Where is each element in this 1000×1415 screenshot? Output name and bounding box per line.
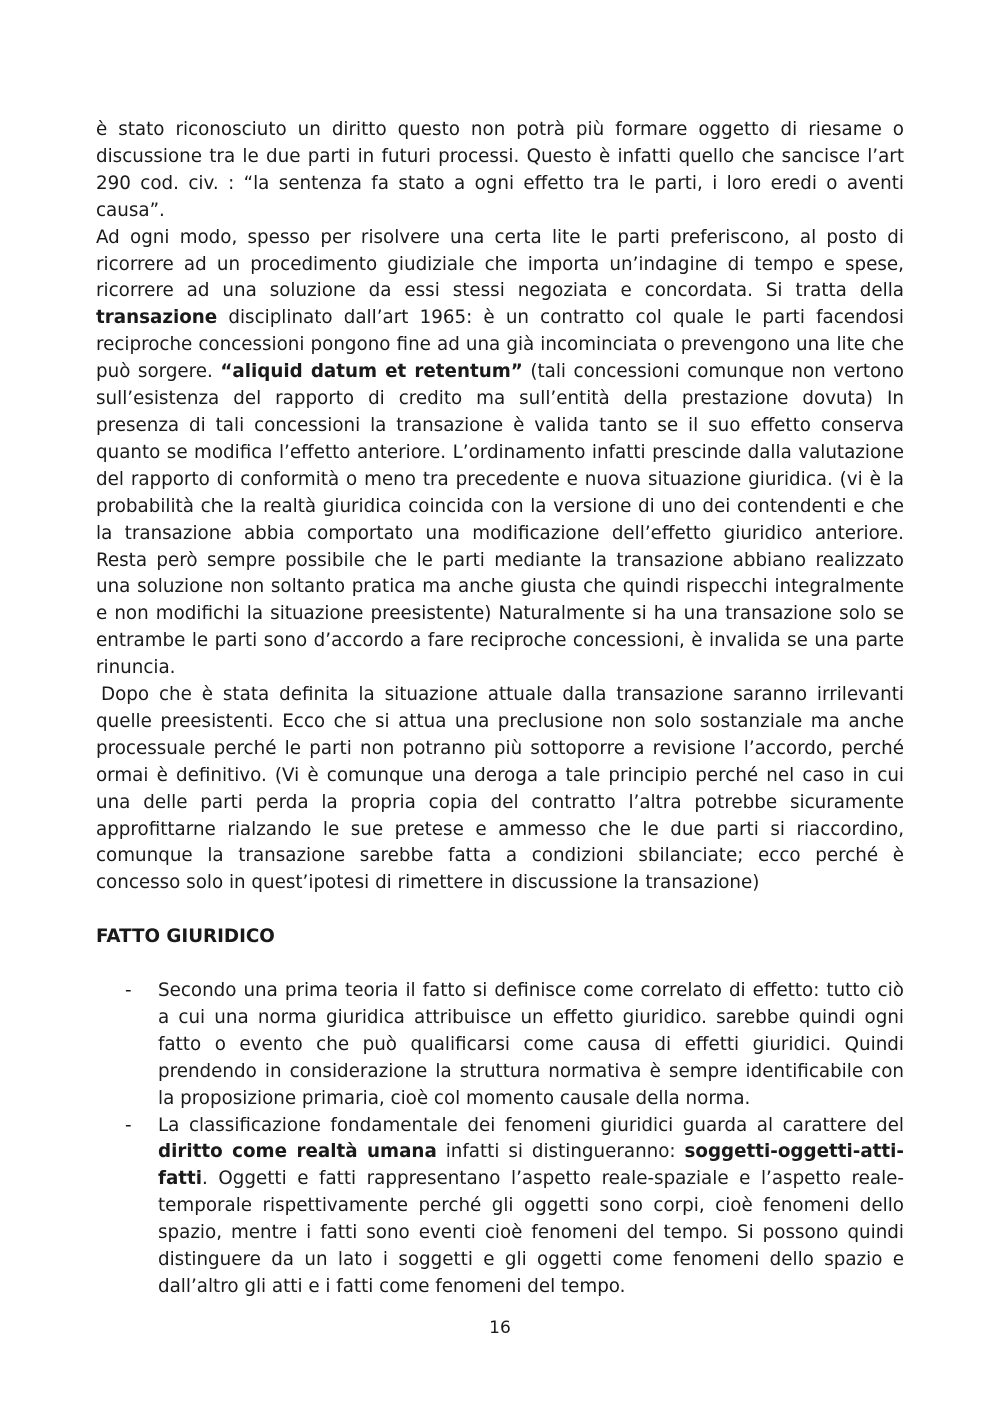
paragraph-2-text-b: disciplinato dall’art 1965: è un contratto col quale le parti facendosi reciproche concessioni pongono fine ad una già incominciata o prevengono una lite che può sorgere. <box>96 307 904 383</box>
document-body <box>96 117 904 1301</box>
list-item-2-text-c: . Oggetti e fatti rappresentano l’aspetto reale-spaziale e l’aspetto reale-temporale rispettivamente perché gli oggetti sono corpi, cioè fenomeni dello spazio, mentre i fatti sono eventi cioè fenomeni del tempo. Si possono quindi distinguere da un lato i soggetti e gli oggetti come fenomeni dello spazio e dall’altro gli atti e i fatti come fenomeni del tempo. <box>158 1168 904 1297</box>
paragraph-2-text-a: Ad ogni modo, spesso per risolvere una certa lite le parti preferiscono, al posto di ricorrere ad un procedimento giudiziale che importa un’indagine di tempo e spese, ricorrere ad una soluzione da essi stessi negoziata e concordata. Si tratta della <box>96 226 904 302</box>
list-item-2-text-a: La classificazione fondamentale dei fenomeni giuridici guarda al carattere del <box>158 1114 904 1136</box>
paragraph-2 <box>96 225 904 682</box>
term-diritto-realta-umana: diritto come realtà umana <box>158 1141 437 1163</box>
list-item <box>96 1113 904 1301</box>
page-number: 16 <box>489 1318 511 1338</box>
list-item-2-text-b: infatti si distingueranno: <box>436 1141 685 1163</box>
latin-maxim: “aliquid datum et retentum” <box>220 361 523 383</box>
bullet-marker: - <box>125 979 132 1001</box>
paragraph-2-text-c: (tali concessioni comunque non vertono sull’esistenza del rapporto di credito ma sull’entità della prestazione dovuta) In presenza di tali concessioni la transazione è valida tanto se il suo effetto conserva quanto se modifica l’effetto anteriore. L’ordinamento infatti prescinde dalla valutazione del rapporto di conformità o meno tra precedente e nuova situazione giuridica. (vi è la probabilità che la realtà giuridica coincida con la versione di uno dei contendenti e che la transazione abbia comportato una modificazione dell’effetto giuridico anteriore. Resta però sempre possibile che le parti mediante la transazione abbiano realizzato una soluzione non soltanto pratica ma anche giusta che quindi rispecchi integralmente e non modifichi la situazione preesistente) Naturalmente si ha una transazione solo se entrambe le parti sono d’accordo a fare reciproche concessioni, è invalida se una parte rinuncia. <box>96 361 904 679</box>
paragraph-1: è stato riconosciuto un diritto questo non potrà più formare oggetto di riesame o discussione tra le due parti in futuri processi. Questo è infatti quello che sancisce l’art 290 cod. civ. : “la sentenza fa stato a ogni effetto tra le parti, i loro eredi o aventi causa”. <box>96 119 904 221</box>
paragraph-3: Dopo che è stata definita la situazione attuale dalla transazione saranno irrilevanti quelle preesistenti. Ecco che si attua una preclusione non solo sostanziale ma anche processuale perché le parti non potranno più sottoporre a revisione l’accordo, perché ormai è definitivo. (Vi è comunque una deroga a tale principio perché nel caso in cui una delle parti perda la propria copia del contratto l’altra potrebbe sicuramente approfittarne rialzando le sue pretese e ammesso che le due parti si riaccordino, comunque la transazione sarebbe fatta a condizioni sbilanciate; ecco perché è concesso solo in quest’ipotesi di rimettere in discussione la transazione) <box>96 684 904 894</box>
bullet-list <box>96 978 904 1301</box>
bullet-marker: - <box>125 1114 132 1136</box>
term-transazione: transazione <box>96 307 218 329</box>
term-soggetti-oggetti-atti-fatti: soggetti-oggetti-atti-fatti <box>158 1141 904 1190</box>
list-item <box>96 978 904 1113</box>
section-heading: FATTO GIURIDICO <box>96 926 275 948</box>
list-item-1-text: Secondo una prima teoria il fatto si definisce come correlato di effetto: tutto ciò a cui una norma giuridica attribuisce un effetto giuridico. sarebbe quindi ogni fatto o evento che può qualificarsi come causa di effetti giuridici. Quindi prendendo in considerazione la struttura normativa è sempre identificabile con la proposizione primaria, cioè col momento causale della norma. <box>158 979 904 1109</box>
